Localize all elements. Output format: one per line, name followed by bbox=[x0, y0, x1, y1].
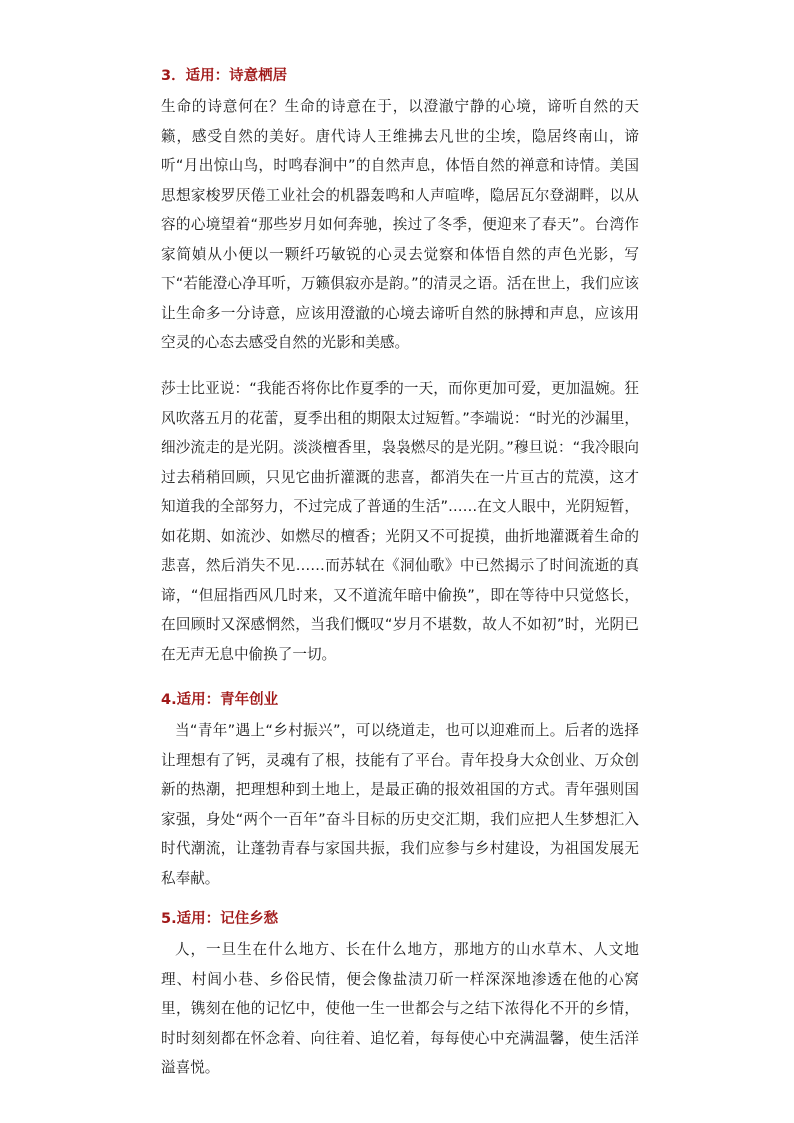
paragraph-youth-rural: 当“青年”遇上“乡村振兴”，可以绕道走，也可以迎难而上。后者的选择让理想有了钙，灵魂有了根，技能有了平台。青年投身大众创业、万众创新的热潮，把理想种到土地上，是最正确的报效祖国的方式。青年强则国家强，身处“两个一百年”奋斗目标的历史交汇期，我们应把人生梦想汇入时代潮流，让蓬勃青春与家国共振，我们应参与乡村建设，为祖国发展无私奉献。 bbox=[161, 722, 639, 887]
paragraph-poetic-life: 生命的诗意何在？生命的诗意在于，以澄澈宁静的心境，谛听自然的天籁，感受自然的美好。唐代诗人王维拂去凡世的尘埃，隐居终南山，谛听“月出惊山鸟，时鸣春涧中”的自然声息，体悟自然的禅意和诗情。美国思想家梭罗厌倦工业社会的机器轰鸣和人声喧哗，隐居瓦尔登湖畔，以从容的心境望着“那些岁月如何奔驰，挨过了冬季，便迎来了春天”。台湾作家简媜从小便以一颗纤巧敏锐的心灵去觉察和体悟自然的声色光影，写下“若能澄心净耳听，万籁俱寂亦是韵。”的清灵之语。活在世上，我们应该让生命多一分诗意，应该用澄澈的心境去谛听自然的脉搏和声息，应该用空灵的心态去感受自然的光影和美感。 bbox=[161, 98, 639, 351]
paragraph-time-passing: 莎士比亚说：“我能否将你比作夏季的一天，而你更加可爱，更加温婉。狂风吹落五月的花蕾，夏季出租的期限太过短暂。”李端说：“时光的沙漏里，细沙流走的是光阴。淡淡檀香里，袅袅燃尽的是光阴。”穆旦说：“我冷眼向过去稍稍回顾，只见它曲折灌溉的悲喜，都消失在一片亘古的荒漠，这才知道我的全部努力，不过完成了普通的生活”……在文人眼中，光阴短暂，如花期、如流沙、如燃尽的檀香；光阴又不可捉摸，曲折地灌溉着生命的悲喜，然后消失不见……而苏轼在《洞仙歌》中已然揭示了时间流逝的真谛，“但屈指西风几时来，又不道流年暗中偷换”，即在等待中只觉悠长，在回顾时又深感惘然，当我们慨叹“岁月不堪数，故人不如初”时，光阴已在无声无息中偷换了一切。 bbox=[161, 380, 639, 663]
paragraph-homesickness: 人，一旦生在什么地方、长在什么地方，那地方的山水草木、人文地理、村闾小巷、乡俗民情，便会像盐渍刀斫一样深深地渗透在他的心窝里，镌刻在他的记忆中，使他一生一世都会与之结下浓得化不开的乡情，时时刻刻都在怀念着、向往着、追忆着，每每使心中充满温馨，使生活洋溢喜悦。 bbox=[161, 941, 639, 1076]
section-heading-poetic-dwelling: 3．适用：诗意栖居 bbox=[161, 68, 288, 84]
section-heading-remember-homesickness: 5.适用：记住乡愁 bbox=[161, 911, 279, 927]
section-heading-youth-entrepreneurship: 4.适用：青年创业 bbox=[161, 692, 279, 708]
